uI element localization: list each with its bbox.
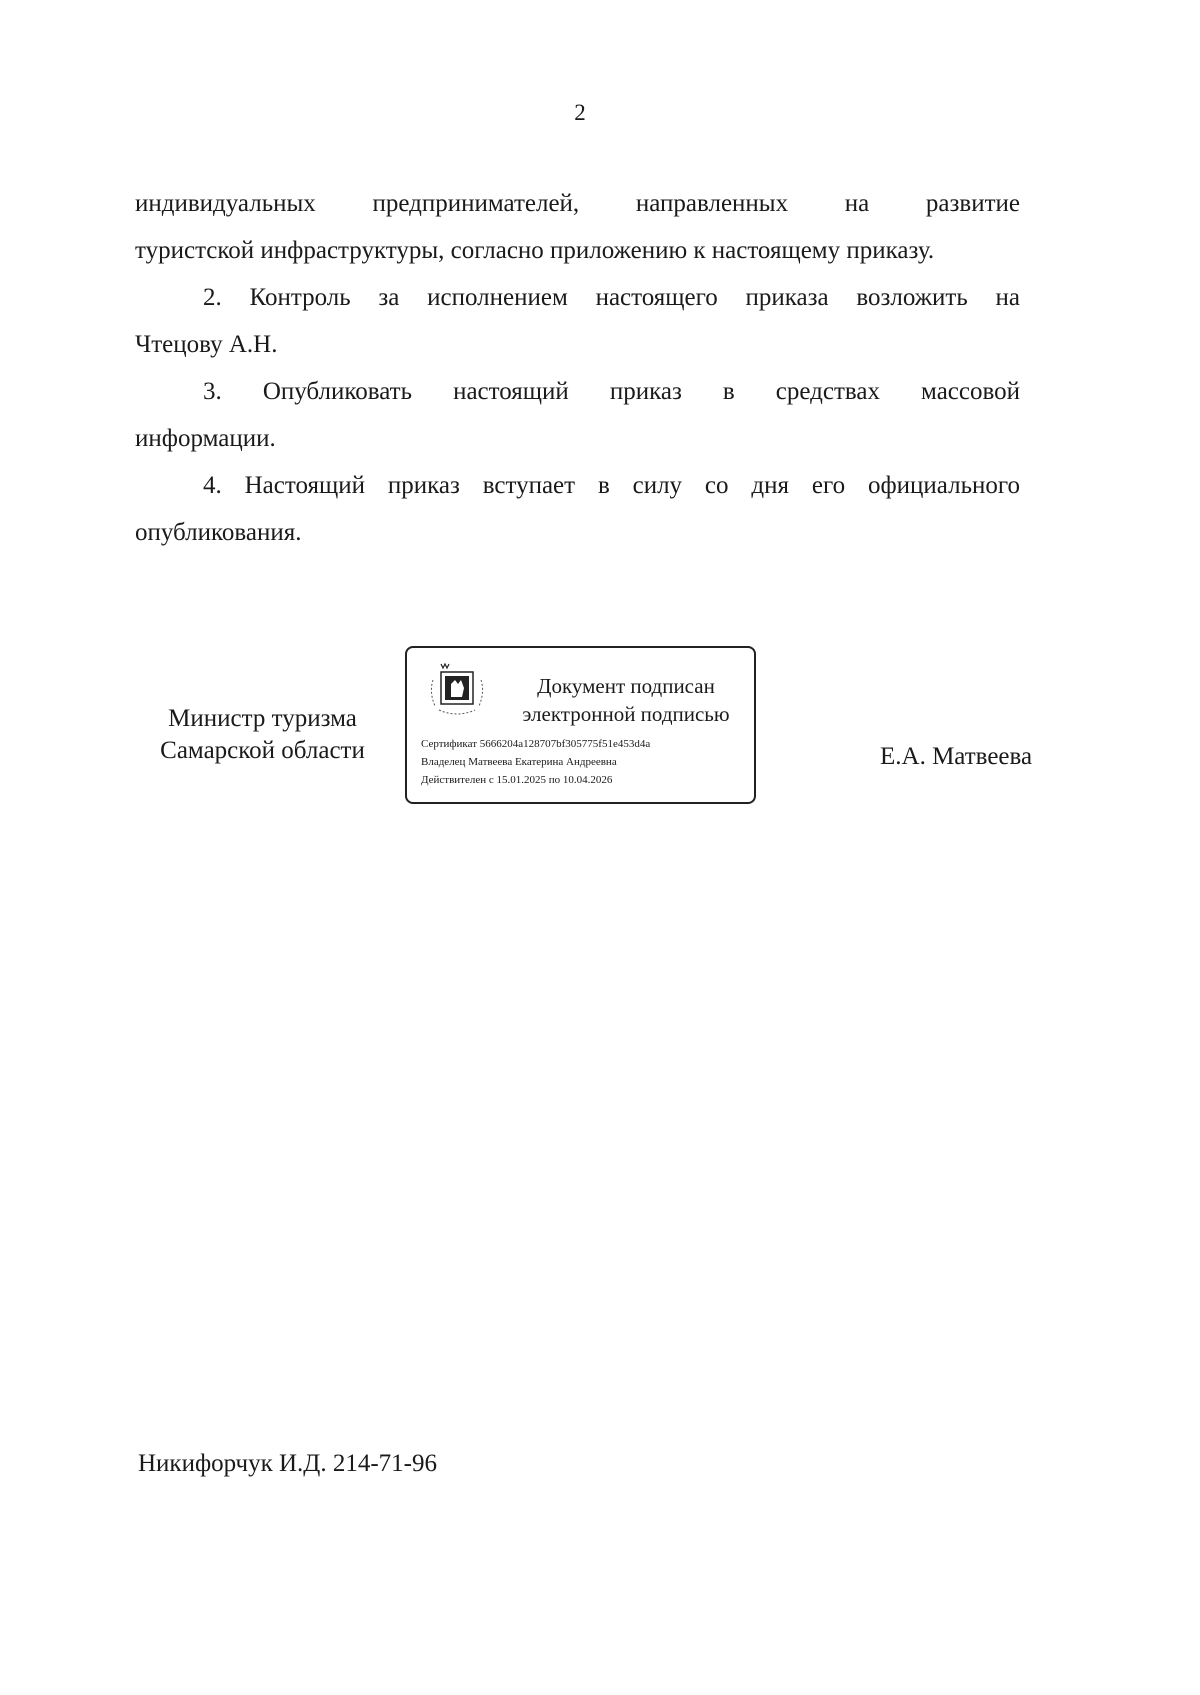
paragraph-4 <box>135 462 1020 556</box>
paragraph-1 <box>135 180 1020 274</box>
certificate-number: Сертификат 5666204a128707bf305775f51e453d4a <box>421 738 651 750</box>
paragraph-line: индивидуальных предпринимателей, направленных на развитие <box>135 190 1020 217</box>
signatory-position <box>145 703 380 767</box>
paragraph-line: 2. Контроль за исполнением настоящего приказа возложить на <box>203 284 1020 311</box>
certificate-owner: Владелец Матвеева Екатерина Андреевна <box>421 756 617 768</box>
paragraph-2 <box>135 274 1020 368</box>
paragraph-line: 4. Настоящий приказ вступает в силу со дня его официального <box>203 472 1020 499</box>
page-number: 2 <box>574 100 586 125</box>
position-line: Самарской области <box>160 737 365 764</box>
electronic-signature-stamp <box>405 646 756 804</box>
paragraph-line: Чтецову А.Н. <box>135 331 278 358</box>
signatory-name: Е.А. Матвеева <box>880 743 1033 770</box>
paragraph-line: опубликования. <box>135 519 302 546</box>
stamp-title: электронной подписью <box>522 702 730 726</box>
coat-of-arms-icon <box>427 662 491 722</box>
certificate-validity: Действителен с 15.01.2025 по 10.04.2026 <box>421 774 613 786</box>
executor-contact: Никифорчук И.Д. 214-71-96 <box>138 1450 438 1477</box>
position-line: Министр туризма <box>168 705 357 732</box>
paragraph-line: туристской инфраструктуры, согласно приложению к настоящему приказу. <box>135 237 935 264</box>
paragraph-3 <box>135 368 1020 462</box>
paragraph-line: информации. <box>135 425 276 452</box>
paragraph-line: 3. Опубликовать настоящий приказ в средствах массовой <box>203 378 1020 405</box>
stamp-title: Документ подписан <box>537 674 715 698</box>
